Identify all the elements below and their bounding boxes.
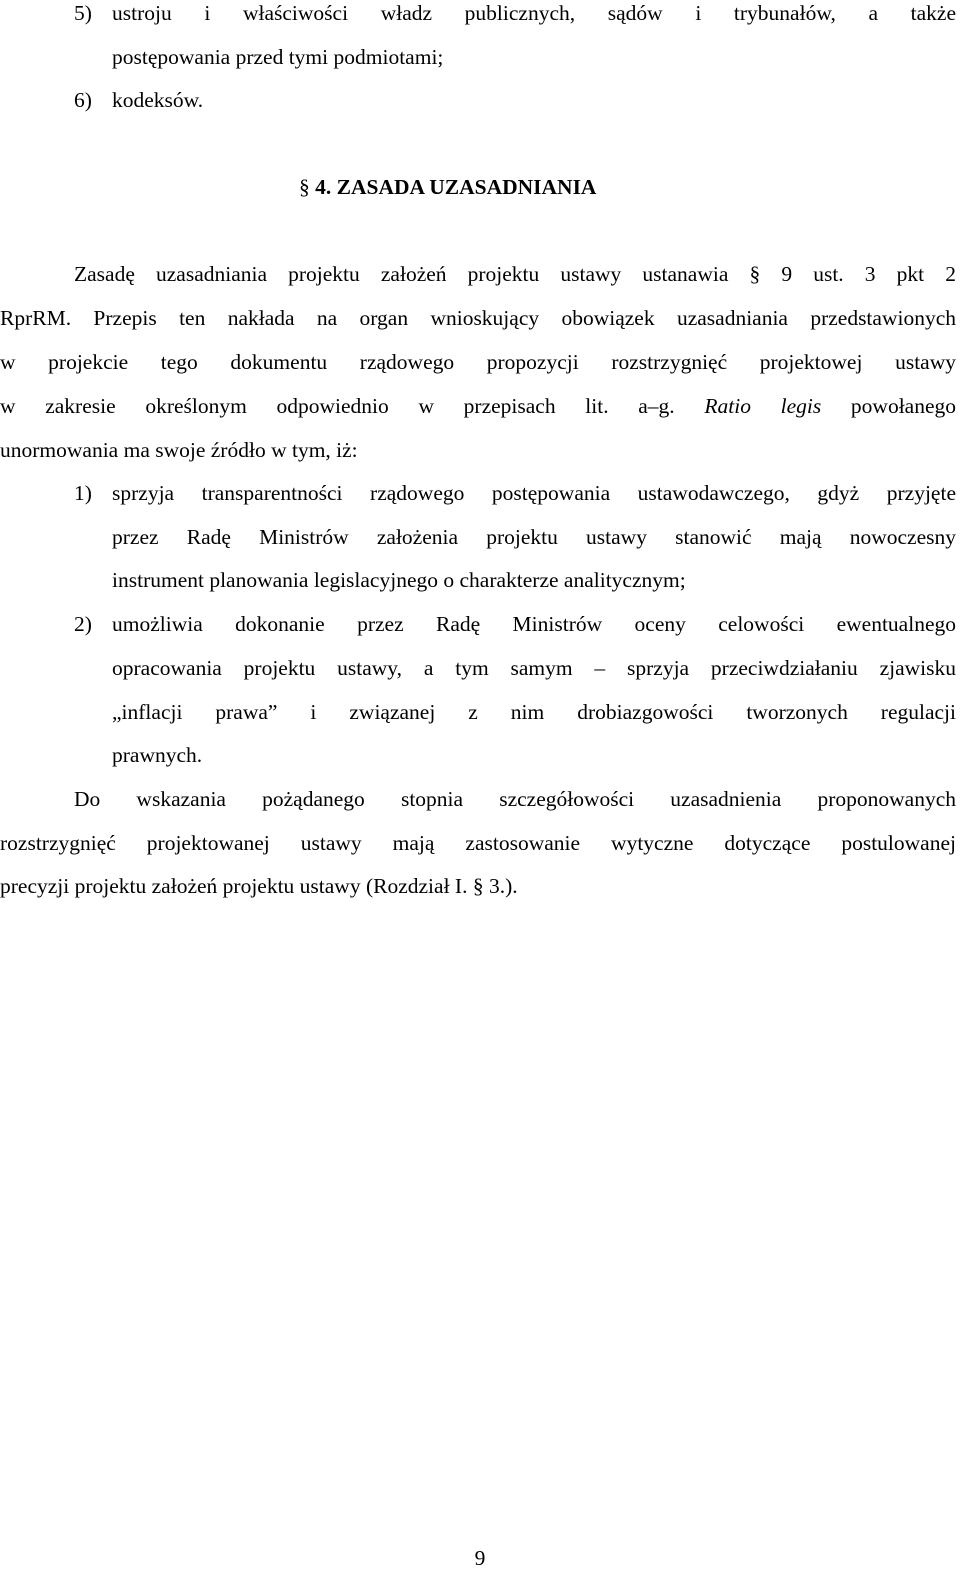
- paragraph-line: rozstrzygnięć projektowanej ustawy mają zastosowanie wytyczne dotyczące postulowanej: [0, 831, 956, 855]
- list-number: 1): [74, 481, 92, 505]
- paragraph-line: w zakresie określonym odpowiednio w przepisach lit. a–g. Ratio legis powołanego: [0, 394, 957, 418]
- heading-text: 4. ZASADA UZASADNIANIA: [315, 175, 597, 199]
- list-text: „inflacji prawa” i związanej z nim drobiazgowości tworzonych regulacji: [112, 700, 956, 724]
- list-text: opracowania projektu ustawy, a tym samym – sprzyja przeciwdziałaniu zjawisku: [112, 656, 956, 680]
- list-number: 5): [74, 1, 92, 25]
- section-sign: §: [299, 175, 310, 199]
- section-sign: §: [472, 874, 484, 898]
- list-text: sprzyja transparentności rządowego postępowania ustawodawczego, gdyż przyjęte: [112, 481, 956, 505]
- paragraph-line: unormowania ma swoje źródło w tym, iż:: [0, 438, 358, 462]
- paragraph-line: RprRM. Przepis ten nakłada na organ wnioskujący obowiązek uzasadniania przedstawionych: [0, 306, 956, 330]
- list-text: umożliwia dokonanie przez Radę Ministrów oceny celowości ewentualnego: [112, 612, 956, 636]
- list-text: przez Radę Ministrów założenia projektu ustawy stanowić mają nowoczesny: [112, 525, 956, 549]
- page-number: 9: [474, 1546, 486, 1570]
- paragraph-line: Zasadę uzasadniania projektu założeń projektu ustawy ustanawia § 9 ust. 3 pkt 2: [74, 262, 956, 286]
- list-number: 2): [74, 612, 92, 636]
- section-sign: §: [749, 262, 761, 286]
- paragraph-line: precyzji projektu założeń projektu ustawy (Rozdział I. § 3.).: [0, 874, 518, 898]
- paragraph-line: Do wskazania pożądanego stopnia szczegółowości uzasadnienia proponowanych: [74, 787, 956, 811]
- list-text: kodeksów.: [112, 88, 204, 112]
- list-text: postępowania przed tymi podmiotami;: [112, 45, 444, 69]
- latin-phrase: Ratio legis: [704, 394, 822, 418]
- list-text: instrument planowania legislacyjnego o charakterze analitycznym;: [112, 568, 686, 592]
- list-text: ustroju i właściwości władz publicznych, sądów i trybunałów, a także: [112, 1, 956, 25]
- paragraph-line: w projekcie tego dokumentu rządowego propozycji rozstrzygnięć projektowej ustawy: [0, 350, 956, 374]
- list-text: prawnych.: [112, 743, 203, 767]
- list-number: 6): [74, 88, 92, 112]
